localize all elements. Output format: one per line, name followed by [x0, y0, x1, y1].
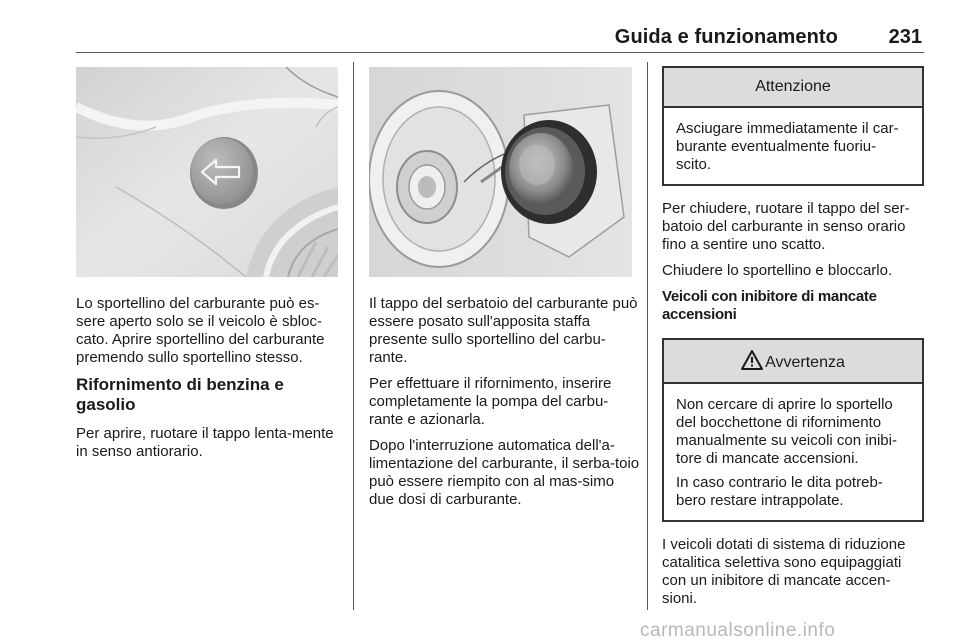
paragraph-after-cutoff: Dopo l'interruzione automatica dell'a-limentazione del carburante, il serba-toio può essere riempito con al mas-simo due dosi di carburante.	[369, 437, 640, 508]
column-middle	[369, 295, 641, 517]
caution-text: Asciugare immediatamente il car-burante eventualmente fuoriu-scito.	[676, 120, 899, 173]
paragraph-scr-vehicles: I veicoli dotati di sistema di riduzione catalitica selettiva sono equipaggiati con un inibitore di mancate accen-sioni.	[662, 536, 906, 607]
fuel-door-illustration	[76, 67, 338, 277]
section-heading-refuelling: Rifornimento di benzina e gasolio	[76, 375, 284, 414]
column-divider-right	[647, 62, 648, 610]
caution-title: Attenzione	[664, 68, 922, 108]
warning-body	[664, 384, 922, 520]
column-right	[662, 66, 924, 616]
watermark: carmanualsonline.info	[640, 620, 836, 641]
warning-text-1: Non cercare di aprire lo sportello del bocchettone di rifornimento manualmente su veicoli con inibi-tore di mancate accensioni.	[676, 396, 897, 467]
page-number: 231	[888, 26, 922, 48]
warning-box	[662, 338, 924, 522]
header-divider	[76, 52, 924, 53]
warning-triangle-icon	[741, 350, 763, 370]
subheading-misfuel-inhibitor: Veicoli con inibitore di mancate accensioni	[662, 288, 877, 323]
paragraph-cap-bracket: Il tappo del serbatoio del carburante può essere posato sull'apposita staffa presente sullo sportellino del carbu-rante.	[369, 295, 638, 366]
paragraph-insert-nozzle: Per effettuare il rifornimento, inserire completamente la pompa del carbu-rante e azionarla.	[369, 375, 612, 428]
figure-caption-fuel-door: Lo sportellino del carburante può es-sere aperto solo se il veicolo è sbloc-cato. Aprire sportellino del carburante premendo sullo sportellino stesso.	[76, 295, 325, 366]
caution-body	[664, 108, 922, 184]
warning-header	[664, 340, 922, 384]
caution-box	[662, 66, 924, 186]
column-divider-left	[353, 62, 354, 610]
fuel-filler-cap-illustration	[369, 67, 632, 277]
column-left	[76, 295, 346, 469]
paragraph-close-cap: Per chiudere, ruotare il tappo del ser-batoio del carburante in senso orario fino a sentire uno scatto.	[662, 200, 910, 253]
warning-title: Avvertenza	[765, 354, 845, 371]
section-title: Guida e funzionamento	[614, 26, 838, 48]
paragraph-open-cap: Per aprire, ruotare il tappo lenta-mente in senso antiorario.	[76, 425, 334, 460]
warning-text-2: In caso contrario le dita potreb-bero restare intrappolate.	[676, 474, 883, 509]
paragraph-lock-door: Chiudere lo sportellino e bloccarlo.	[662, 262, 893, 279]
